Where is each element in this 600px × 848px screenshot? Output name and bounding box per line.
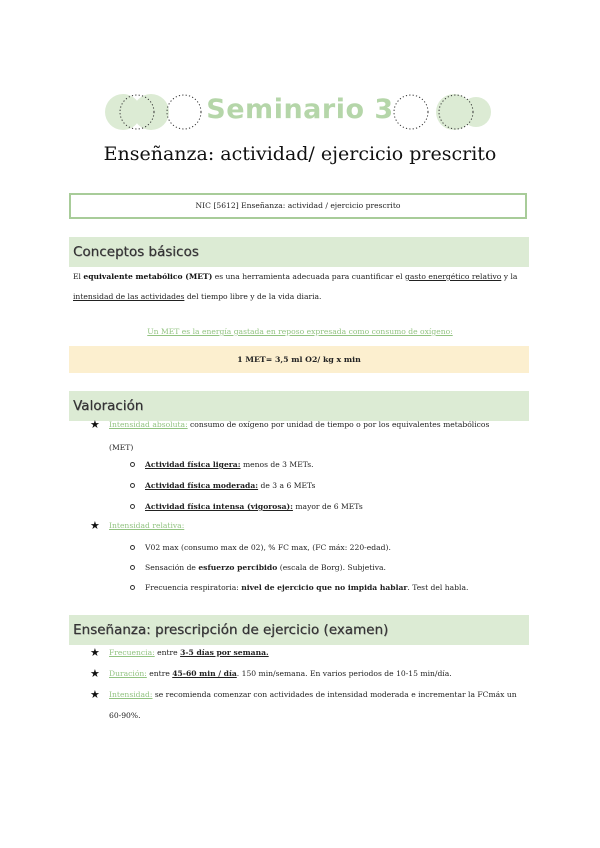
circle-bullet-icon (130, 545, 135, 550)
intensidad-relativa-line: Intensidad relativa: (109, 521, 185, 530)
conceptos-paragraph-line2: intensidad de las actividades del tiempo libre y de la vida diaria. (73, 292, 322, 301)
intensidad-line: Intensidad: se recomienda comenzar con actividades de intensidad moderada e incrementar la FCmáx un (109, 690, 517, 699)
conceptos-paragraph-line1: El equivalente metabólico (MET) es una herramienta adecuada para cuantificar el gasto energético relativo y la (73, 272, 518, 281)
met-definition: Un MET es la energía gastada en reposo expresada como consumo de oxígeno: (147, 327, 453, 336)
circle-bullet-icon (130, 462, 135, 467)
circle-bullet-icon (130, 483, 135, 488)
circle-bullet-icon (130, 504, 135, 509)
star-bullet-icon: ★ (90, 646, 100, 659)
section-heading-conceptos: Conceptos básicos (69, 237, 529, 267)
intensidad-absoluta-line2: (MET) (109, 443, 134, 452)
star-bullet-icon: ★ (90, 688, 100, 701)
intensidad-absoluta-line: Intensidad absoluta: consumo de oxígeno por unidad de tiempo o por los equivalentes metabólicos (109, 420, 490, 429)
star-bullet-icon: ★ (90, 519, 100, 532)
section-heading-prescripcion: Enseñanza: prescripción de ejercicio (examen) (69, 615, 529, 645)
list-item: Sensación de esfuerzo percibido (escala de Borg). Subjetiva. (145, 563, 386, 572)
star-bullet-icon: ★ (90, 667, 100, 680)
circle-bullet-icon (130, 585, 135, 590)
intensidad-line2: 60-90%. (109, 711, 141, 720)
list-item: Actividad física intensa (vigorosa): mayor de 6 METs (145, 502, 363, 511)
met-formula-box: 1 MET= 3,5 ml O2/ kg x min (69, 346, 529, 373)
list-item: V02 max (consumo max de 02), % FC max, (FC máx: 220-edad). (145, 543, 391, 552)
list-item: Actividad física moderada: de 3 a 6 METs (145, 481, 316, 490)
list-item: Frecuencia respiratoria: nivel de ejercicio que no impida hablar. Test del habla. (145, 583, 469, 592)
seminar-title: Seminario 3 (206, 94, 394, 125)
list-item: Actividad física ligera: menos de 3 METs. (145, 460, 314, 469)
section-heading-valoracion: Valoración (69, 391, 529, 421)
duracion-line: Duración: entre 45-60 min / día. 150 min/semana. En varios periodos de 10-15 min/día. (109, 669, 452, 678)
circle-bullet-icon (130, 565, 135, 570)
star-bullet-icon: ★ (90, 418, 100, 431)
nic-box: NIC [5612] Enseñanza: actividad / ejercicio prescrito (69, 193, 527, 219)
frecuencia-line: Frecuencia: entre 3-5 días por semana. (109, 648, 269, 657)
page-title: Enseñanza: actividad/ ejercicio prescrito (103, 143, 497, 165)
decorative-circles-icon (392, 93, 492, 131)
